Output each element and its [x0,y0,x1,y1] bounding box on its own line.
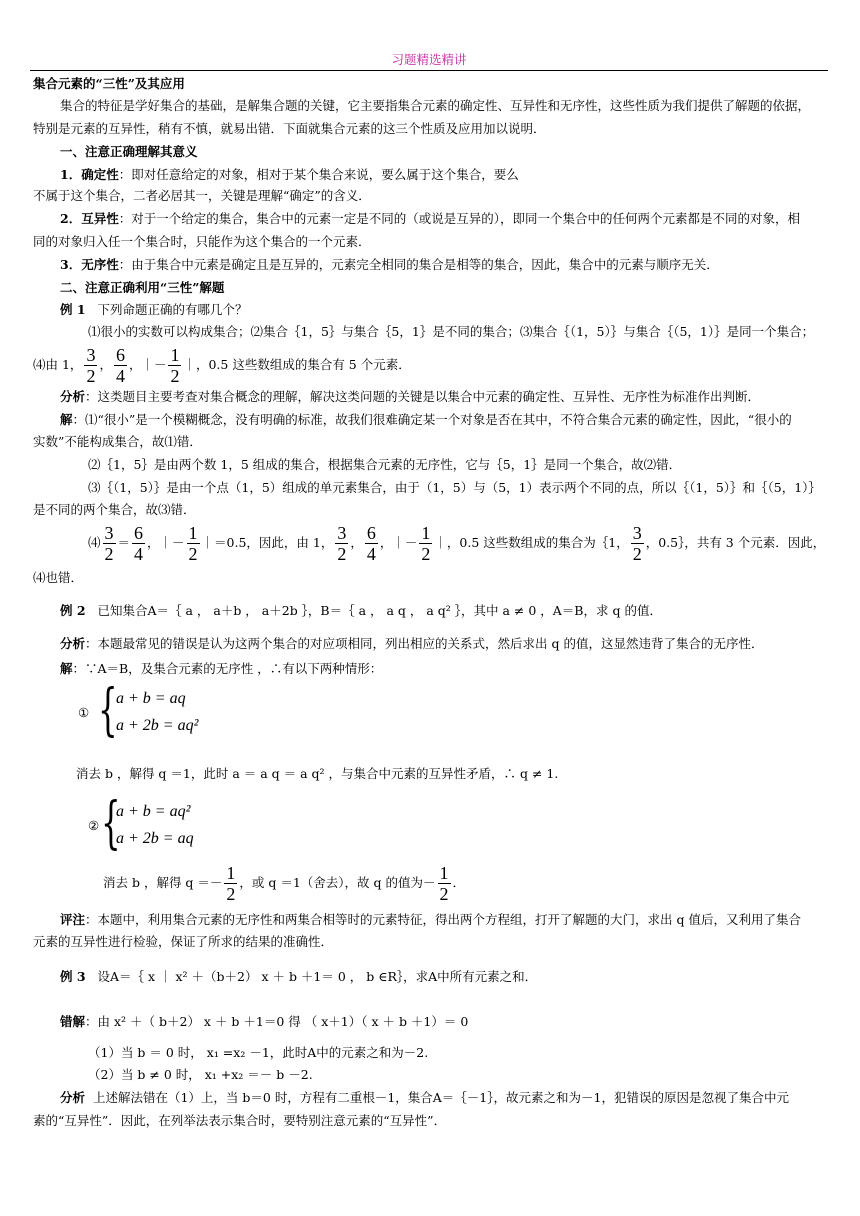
analysis-3-cont: 素的“互异性”．因此，在列举法表示集合时，要特别注意元素的“互异性”． [33,1113,447,1128]
equation-2b: a + 2b = aq [116,830,194,847]
denominator: 2 [421,544,431,564]
fraction-1-over-2 [419,523,432,564]
property-text: ：对于一个给定的集合，集合中的元素一定是不同的（或说是互异的），即同一个集合中的任何两个元素都是不同的对象，相 [118,211,800,226]
denominator: 4 [115,366,125,386]
property-label: 2．互异性 [60,211,119,226]
fraction-1-over-2 [438,863,451,904]
analysis-1 [60,389,760,405]
numerator: 6 [366,523,376,543]
analysis-2 [60,636,763,652]
equation-2a: a + b = aq² [116,803,191,820]
elimination-2 [103,863,465,904]
text-segment: ，｜－ [147,535,185,550]
property-determinacy-cont: 不属于这个集合，二者必居其一，关键是理解“确定”的含义． [33,188,371,203]
analysis-label: 分析 [60,1090,86,1105]
denominator: 2 [632,544,642,564]
text-segment: ｜，0.5 这些数组成的集合有 5 个元素． [183,357,411,372]
elimination-1: 消去 b ，解得 q ＝1，此时 a ＝ a q ＝ a q² ，与集合中元素的互异性矛盾，∴ q ≠ 1. [76,766,559,781]
numerator: 6 [134,523,144,543]
numerator: 1 [439,863,449,883]
fraction-3-over-2 [631,523,644,564]
text-segment: ，｜－ [379,535,418,550]
example-text: 下列命题正确的有哪几个？ [97,302,248,317]
section-heading-1: 一、注意正确理解其意义 [60,144,198,159]
text-segment: ，0.5｝，共有 3 个元素．因此， [645,535,826,550]
fraction-6-over-4 [132,523,145,564]
property-distinctness-cont: 同的对象归入任一个集合时，只能作为这个集合的一个元素． [33,234,371,249]
denominator: 2 [226,884,236,904]
property-distinctness [60,211,800,227]
example-1-prompt [60,302,248,318]
commentary [60,912,801,928]
example-1-statements: ⑴很小的实数可以构成集合；⑵集合｛1，5｝与集合｛5，1｝是不同的集合；⑶集合｛（1，5）｝与集合｛（5，1）｝是同一个集合； [88,324,815,339]
page-header: 习题精选精讲 [391,52,467,67]
numerator: 1 [226,863,236,883]
equation-1b: a + 2b = aq² [116,717,199,734]
fraction-1-over-2 [187,523,200,564]
example-text: 已知集合A＝｛ a ， a＋b ， a＋2b ｝，B＝｛ a ， a q ， a q² ｝，其中 a ≠ 0 ，A＝B，求 q 的值． [97,603,662,618]
text-segment: ｜＝0.5，因此，由 1， [201,535,334,550]
example-text: 设A＝｛ x ｜ x² ＋（b＋2） x ＋ b ＋1＝ 0 ， b ∈R｝，求A中所有元素之和． [97,969,538,984]
section-heading-2: 二、注意正确利用“三性”解题 [60,280,225,295]
fraction-3-over-2 [84,345,97,386]
fraction-3-over-2 [335,523,348,564]
text-segment: ， [99,357,112,372]
left-brace: { [98,678,118,743]
analysis-label: 分析 [60,636,86,651]
example-label: 例 2 [60,603,86,618]
text-segment: ． [452,875,466,890]
solution-text: ：⑴“很小”是一个模糊概念，没有明确的标准，故我们很难确定某一个对象是否在其中，不符合集合元素的确定性，因此，“很小的 [72,412,792,427]
analysis-label: 分析 [60,389,86,404]
article-title: 集合元素的“三性”及其应用 [33,76,185,91]
fraction-6-over-4 [365,523,378,564]
property-determinacy [60,167,519,183]
case-marker-1: ① [78,705,90,720]
example-label: 例 1 [60,302,86,317]
solution-1-part-1-cont: 实数”不能构成集合，故⑴错． [33,434,202,449]
intro-line-2: 特别是元素的互异性，稍有不慎，就易出错．下面就集合元素的这三个性质及应用加以说明． [33,121,546,136]
solution-1-part-4-cont: ⑷也错． [33,570,84,585]
numerator: 1 [188,523,198,543]
text-segment: ｜，0.5 这些数组成的集合为｛1， [434,535,629,550]
fraction-3-over-2 [103,523,116,564]
equation-1a: a + b = aq [116,690,186,707]
solution-1-part-3: ⑶｛（1，5）｝是由一个点（1，5）组成的单元素集合，由于（1，5）与（5，1）表示两个不同的点，所以｛（1，5）｝和｛（5，1）｝ [88,480,821,495]
solution-label: 解 [60,412,73,427]
denominator: 2 [104,544,114,564]
text-segment: ⑷由 1， [33,357,83,372]
numerator: 3 [337,523,347,543]
commentary-text: ：本题中，利用集合元素的无序性和两集合相等时的元素特征，得出两个方程组，打开了解题的大门，求出 q 值后，又利用了集合 [85,912,801,927]
wrong-solution-text: ：由 x² ＋（ b＋2） x ＋ b ＋1＝0 得 （ x＋1）（ x ＋ b ＋1）＝ 0 [85,1014,469,1029]
text-segment: 消去 b ，解得 q ＝－ [103,875,223,890]
wrong-solution-case-2: （2）当 b ≠ 0 时， x₁ +x₂ ＝－ b －2. [88,1067,313,1082]
property-label: 1．确定性 [60,167,119,182]
intro-line-1: 集合的特征是学好集合的基础，是解集合题的关键，它主要指集合元素的确定性、互异性和无序性，这些性质为我们提供了解题的依据， [60,98,811,113]
numerator: 3 [632,523,642,543]
example-2-prompt [60,603,662,619]
text-segment: ， [350,535,363,550]
text-segment: ⑷ [88,535,101,550]
header-rule [30,70,828,71]
solution-1-part-1 [60,412,792,428]
property-unordered [60,257,719,273]
denominator: 4 [366,544,376,564]
numerator: 1 [170,345,180,365]
numerator: 1 [421,523,431,543]
solution-1-part-3-cont: 是不同的两个集合，故⑶错． [33,502,196,517]
text-segment: ＝ [117,535,131,550]
wrong-solution [60,1014,468,1030]
denominator: 2 [188,544,198,564]
denominator: 2 [337,544,347,564]
case-marker-2: ② [88,818,100,833]
commentary-cont: 元素的互异性进行检验，保证了所求的结果的准确性． [33,934,334,949]
solution-label: 解 [60,661,73,676]
numerator: 3 [104,523,114,543]
property-label: 3．无序性 [60,257,119,272]
solution-2-intro [60,661,382,677]
solution-text: ：∵A＝B，及集合元素的无序性 ，∴有以下两种情形： [72,661,383,676]
commentary-label: 评注 [60,912,86,927]
text-segment: ，｜－ [128,357,167,372]
text-segment: ，或 q ＝1（舍去），故 q 的值为－ [239,875,436,890]
denominator: 2 [439,884,449,904]
fraction-6-over-4 [114,345,127,386]
denominator: 2 [86,366,96,386]
analysis-3 [60,1090,789,1106]
numerator: 3 [86,345,96,365]
denominator: 4 [134,544,144,564]
analysis-text: 上述解法错在（1）上，当 b＝0 时，方程有二重根－1，集合A＝｛－1｝，故元素之和为－1，犯错误的原因是忽视了集合中元 [92,1090,789,1105]
analysis-text: ：本题最常见的错误是认为这两个集合的对应项相同，列出相应的关系式，然后求出 q 的值，这显然违背了集合的无序性． [85,636,764,651]
denominator: 2 [170,366,180,386]
wrong-solution-case-1: （1）当 b ＝ 0 时， x₁ =x₂ －1，此时A中的元素之和为－2. [88,1045,429,1060]
example-3-prompt [60,969,537,985]
solution-1-part-2: ⑵｛1，5｝是由两个数 1，5 组成的集合，根据集合元素的无序性，它与｛5，1｝是同一个集合，故⑵错． [88,457,682,472]
numerator: 6 [115,345,125,365]
fraction-1-over-2 [224,863,237,904]
solution-1-part-4 [88,523,825,564]
property-text: ：即对任意给定的对象，相对于某个集合来说，要么属于这个集合，要么 [118,167,519,182]
example-1-statement-4 [33,345,411,386]
fraction-1-over-2 [168,345,181,386]
left-brace: { [101,791,121,856]
property-text: ：由于集合中元素是确定且是互异的，元素完全相同的集合是相等的集合，因此，集合中的元素与顺序无关． [118,257,719,272]
example-label: 例 3 [60,969,86,984]
wrong-solution-label: 错解 [60,1014,86,1029]
analysis-text: ：这类题目主要考查对集合概念的理解，解决这类问题的关键是以集合中元素的确定性、互异性、无序性为标准作出判断． [85,389,761,404]
